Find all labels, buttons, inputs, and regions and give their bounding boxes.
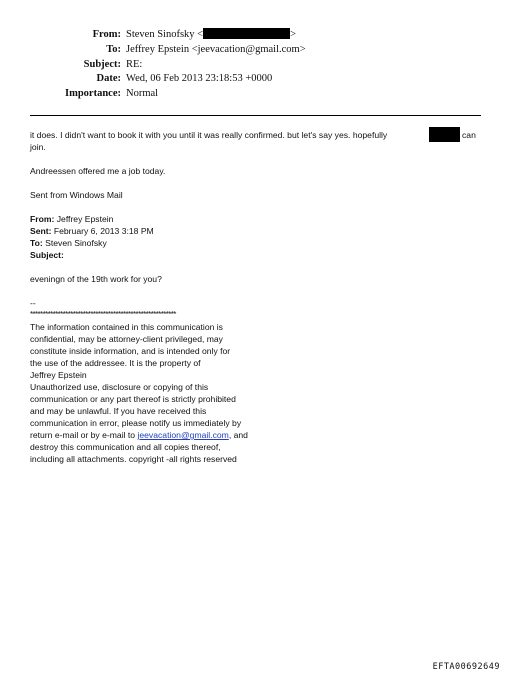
header-importance-row <box>0 87 512 102</box>
document-id: EFTA00692649 <box>432 662 500 672</box>
reply-text: it does. I didn't want to book it with you until it was really confirmed. but let's say yes. hopefully <box>30 130 388 140</box>
to-value: Jeffrey Epstein <jeevacation@gmail.com> <box>126 43 306 55</box>
header-subject-row <box>0 58 512 73</box>
quoted-to-row: To: Steven Sinofsky <box>30 238 107 248</box>
reply-line-1 <box>30 129 482 141</box>
signature-line: destroy this communication and all copies thereof, <box>30 442 221 452</box>
sent-from-line: Sent from Windows Mail <box>30 190 123 200</box>
email-body <box>30 129 482 465</box>
date-value: Wed, 06 Feb 2013 23:18:53 +0000 <box>126 73 273 85</box>
subject-value: RE: <box>126 58 143 70</box>
signature-line: The information contained in this communication is <box>30 322 223 332</box>
reply-line-2: join. <box>30 142 46 152</box>
signature-email-line: return e-mail or by e-mail to jeevacation@gmail.com, and <box>30 430 248 440</box>
quoted-from-row: From: Jeffrey Epstein <box>30 214 114 224</box>
email-link[interactable]: jeevacation@gmail.com <box>137 430 229 440</box>
to-label: To: <box>106 43 121 55</box>
signature-line: the use of the addressee. It is the property of <box>30 358 201 368</box>
header-divider <box>30 115 481 116</box>
signature-line: and may be unlawful. If you have received this <box>30 406 207 416</box>
date-label: Date: <box>96 73 121 85</box>
header-from-row <box>0 28 512 43</box>
quoted-sent-row: Sent: February 6, 2013 3:18 PM <box>30 226 154 236</box>
signature-stars: ********************************************************** <box>30 310 176 319</box>
quoted-subject-row: Subject: <box>30 250 64 260</box>
quoted-body: eveningn of the 19th work for you? <box>30 274 162 284</box>
signature-line: including all attachments. copyright -all rights reserved <box>30 454 237 464</box>
signature-line: communication or any part thereof is strictly prohibited <box>30 394 236 404</box>
signature-line: Jeffrey Epstein <box>30 370 87 380</box>
header-to-row <box>0 43 512 58</box>
signature-line: confidential, may be attorney-client privileged, may <box>30 334 223 344</box>
signature-line: Unauthorized use, disclosure or copying of this <box>30 382 209 392</box>
signature-line: constitute inside information, and is intended only for <box>30 346 231 356</box>
header-date-row <box>0 72 512 87</box>
redaction-block <box>429 127 460 142</box>
subject-label: Subject: <box>83 58 121 70</box>
from-label: From: <box>92 29 121 40</box>
email-header <box>0 28 512 102</box>
signature-line: communication in error, please notify us immediately by <box>30 418 242 428</box>
from-value: Steven Sinofsky < > <box>126 29 297 40</box>
reply-line-3: Andreessen offered me a job today. <box>30 166 166 176</box>
importance-label: Importance: <box>65 88 121 100</box>
reply-text-end: can <box>462 130 476 140</box>
importance-value: Normal <box>126 88 159 100</box>
signature-dashes: -- <box>30 298 36 308</box>
redaction-block <box>203 28 290 39</box>
